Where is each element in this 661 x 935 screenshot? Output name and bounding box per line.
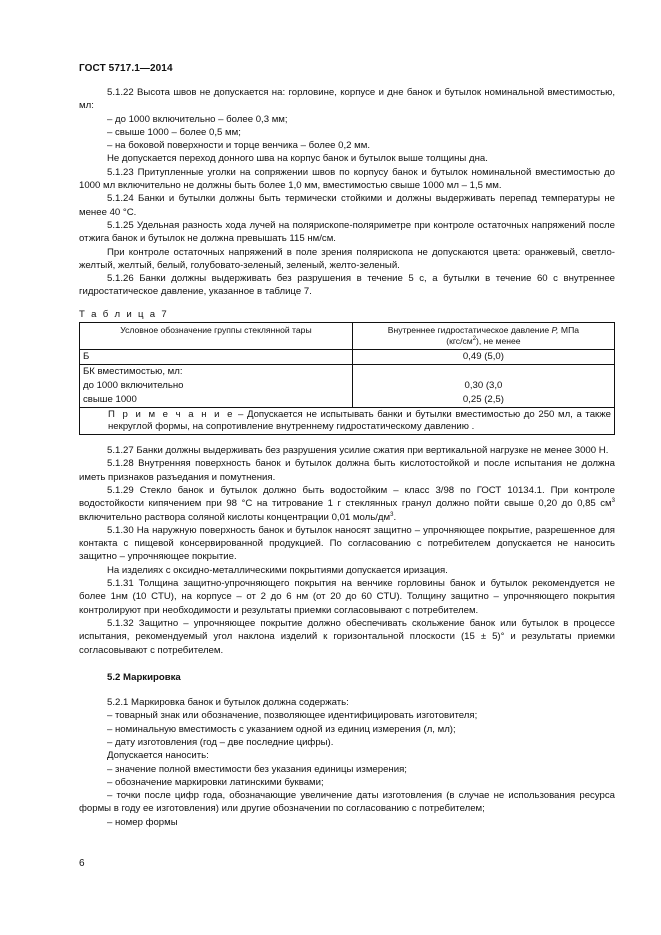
table-row	[80, 350, 615, 365]
note-label: П р и м е ч а н и е	[108, 409, 235, 421]
col2-header-p: P,	[551, 325, 559, 336]
paragraph: При контроле остаточных напряжений в поле зрения полярископа не допускаются цвета: оранжевый, светло-желтый, желтый, белый, голубовато-зеленый, зеленый, желто-зеленый.	[79, 246, 615, 271]
col2-header-b: МПа	[560, 325, 580, 336]
table-row	[80, 379, 615, 393]
col1-header: Условное обозначение группы стеклянной тары	[120, 325, 312, 336]
table-cell: 0,30 (3,0	[352, 379, 614, 393]
table-cell: до 1000 включительно	[80, 379, 353, 393]
paragraph: 5.2.1 Маркировка банок и бутылок должна содержать:	[107, 697, 349, 709]
paragraph: 5.1.32 Защитно – упрочняющее покрытие должно обеспечивать скольжение банок или бутылок в процессе испытания, рекомендуемый угол наклона изделий к горизонтальной плоскости (15 ± 5)° и результаты приемки согласовывают с потребителем.	[79, 617, 615, 656]
col2-header-c: (кгс/см	[446, 336, 473, 347]
table-cell: БК вместимостью, мл:	[80, 365, 353, 380]
table-header-cell	[352, 323, 614, 350]
section-heading: 5.2 Маркировка	[107, 671, 181, 683]
p5129-sup1: 3	[611, 498, 615, 505]
paragraph: 5.1.27 Банки должны выдерживать без разрушения усилие сжатия при вертикальной нагрузке не менее 3000 Н.	[107, 445, 609, 457]
paragraph: 5.1.28 Внутренняя поверхность банок и бутылок должна быть кислотостойкой и после испытания не должна иметь признаков разъедания и помутнения.	[79, 458, 615, 483]
table-note	[80, 408, 615, 435]
paragraph: Не допускается переход донного шва на корпус банок и бутылок выше толщины дна.	[107, 153, 488, 165]
paragraph: 5.1.24 Банки и бутылки должны быть термически стойкими и должны выдерживать перепад температуры не менее 40 °С.	[79, 193, 615, 218]
pressure-table	[79, 322, 615, 435]
paragraph: 5.1.25 Удельная разность хода лучей на полярископе-поляриметре при контроле остаточных напряжений после отжига банок и бутылок не должна превышать 115 нм/см.	[79, 219, 615, 245]
p5129-text-c: .	[393, 511, 397, 523]
table-row	[80, 365, 615, 380]
page-number: 6	[79, 858, 85, 869]
note-text: – Допускается не испытывать банки и бутылки вместимостью до 250 мл, а также некруглой формы, на сопротивление внутреннему гидростатическому давлению .	[108, 409, 611, 433]
table-title: Т а б л и ц а 7	[79, 308, 169, 320]
p5129-sup2: 3	[390, 511, 394, 518]
standard-header: ГОСТ 5717.1—2014	[79, 63, 173, 74]
table-cell: 0,49 (5,0)	[352, 350, 614, 365]
col2-header-sup: 2	[472, 336, 477, 343]
table-header-cell	[80, 323, 353, 350]
list-item: – номинальную вместимость с указанием одной из единиц измерения (л, мл);	[107, 723, 456, 735]
paragraph: 5.1.31 Толщина защитно-упрочняющего покрытия на венчике горловины банок и бутылок рекомендуется не более 1нм (10 CTU), на корпусе – от 2 до 6 нм (от 20 до 60 CTU). Толщину защитно – упрочняющего покрытия контролируют при необходимости и результаты приемки согласовывают с потребителем.	[79, 578, 615, 616]
table-header-row	[80, 323, 615, 350]
list-item: – точки после цифр года, обозначающие увеличение даты изготовления (в случае не использования ресурса формы в году ее изготовления) или другие обозначении по согласованию с потребителем;	[79, 790, 615, 815]
paragraph: 5.1.23 Притупленные уголки на сопряжении швов по корпусу банок и бутылок номинальной вместимостью до 1000 мл включительно не должны быть более 1,0 мм, вместимостью свыше 1000 мл – 1,5 мм.	[79, 166, 615, 192]
list-item: – значение полной вместимости без указания единицы измерения;	[107, 763, 407, 775]
table-cell: Б	[80, 350, 353, 365]
col2-header-a: Внутреннее гидростатическое давление	[387, 325, 550, 336]
list-item: – на боковой поверхности и торце венчика – более 0,2 мм.	[107, 140, 371, 152]
paragraph: Допускается наносить:	[107, 750, 209, 762]
list-item: – до 1000 включительно – более 0,3 мм;	[107, 113, 288, 125]
col2-header-d: ), не менее	[476, 336, 521, 347]
p5129-text-a: 5.1.29 Стекло банок и бутылок должно быть водостойким – класс 3/98 по ГОСТ 10134.1. При контроле водостойкости кипячением при 98 °С на титрование 1 г стеклянных гранул должно пойти свыше 0,20 до 0,85 см	[79, 484, 615, 510]
list-item: – товарный знак или обозначение, позволяющее идентифицировать изготовителя;	[107, 710, 478, 722]
page-content	[79, 86, 615, 829]
table-note-row	[80, 408, 615, 435]
p5129-text-b: включительно раствора соляной кислоты концентрации 0,01 моль/дм	[79, 511, 391, 523]
list-item: – свыше 1000 – более 0,5 мм;	[107, 126, 241, 138]
list-item: – дату изготовления (год – две последние цифры).	[107, 736, 334, 748]
paragraph: 5.1.30 На наружную поверхность банок и бутылок наносят защитно – упрочняющее покрытие, разрешенное для контакта с пищевой консервированной продукцией. По согласованию с потребителем допускается не наносить защитно – упрочняющее покрытие.	[79, 524, 615, 563]
paragraph	[79, 484, 615, 524]
table-cell: 0,25 (2,5)	[352, 393, 614, 408]
paragraph: 5.1.26 Банки должны выдерживать без разрушения в течение 5 с, а бутылки в течение 60 с внутреннее гидростатическое давление, указанное в таблице 7.	[79, 273, 615, 298]
table-cell: свыше 1000	[80, 393, 353, 408]
paragraph: На изделиях с оксидно-металлическими покрытиями допускается иризация.	[107, 564, 448, 576]
list-item: – обозначение маркировки латинскими буквами;	[107, 776, 324, 788]
list-item: – номер формы	[107, 816, 178, 828]
table-row	[80, 393, 615, 408]
table-cell	[352, 365, 614, 380]
paragraph: 5.1.22 Высота швов не допускается на: горловине, корпусе и дне банок и бутылок номинальной вместимостью, мл:	[79, 87, 615, 112]
